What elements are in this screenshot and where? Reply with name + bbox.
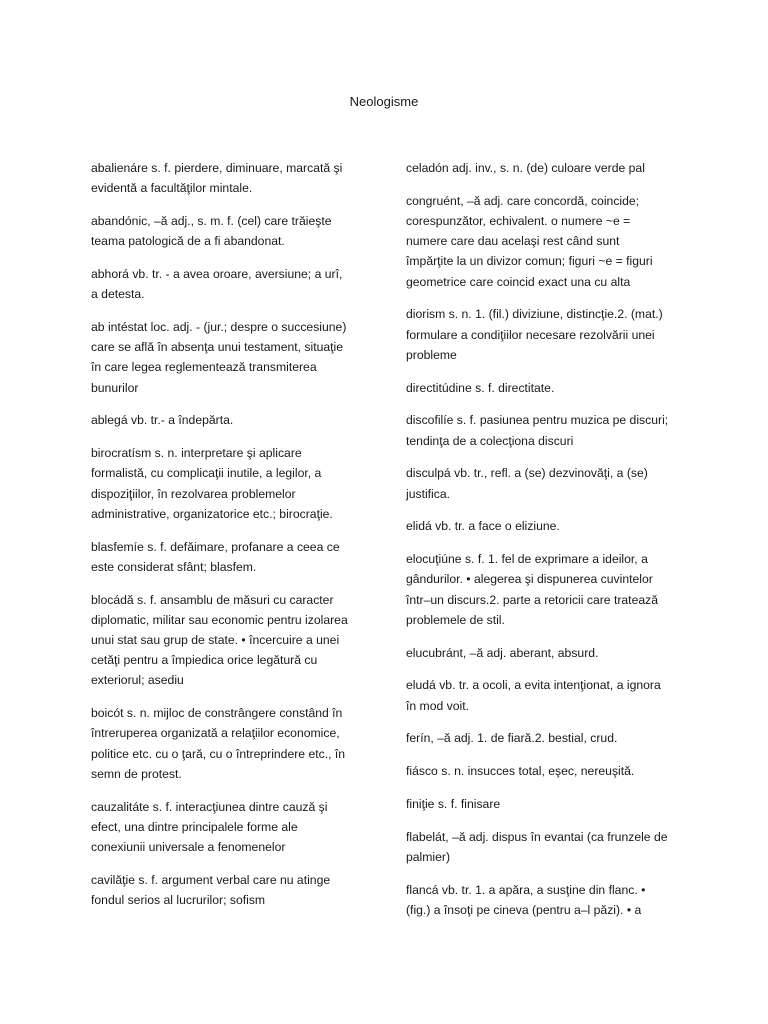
left-column [91, 158, 391, 923]
dictionary-entry: disculpá vb. tr., refl. a (se) dezvinovăţi, a (se) justifica. [406, 466, 648, 501]
dictionary-entry: blasfemíe s. f. defăimare, profanare a ceea ce este considerat sfânt; blasfem. [91, 539, 340, 574]
dictionary-entry: abhorá vb. tr. - a avea oroare, aversiune; a urî, a detesta. [91, 267, 343, 302]
dictionary-entry: cauzalitáte s. f. interacţiunea dintre cauză şi efect, una dintre principalele forme ale conexiunii universale a fenomenelor [91, 799, 328, 855]
dictionary-entry: ab intéstat loc. adj. - (jur.; despre o succesiune) care se află în absenţa unui testament, situaţie în care legea reglementează transmiterea bunurilor [91, 320, 347, 395]
dictionary-entry: abalienáre s. f. pierdere, diminuare, marcată şi evidentă a facultăţilor mintale. [91, 161, 343, 196]
dictionary-entry: discofilíe s. f. pasiunea pentru muzica pe discuri; tendinţa de a colecţiona discuri [406, 413, 669, 448]
page-title: Neologisme [349, 94, 419, 109]
dictionary-entry: blocádă s. f. ansamblu de măsuri cu caracter diplomatic, militar sau economic pentru izolarea unui stat sau grup de state. • încercuire a unei cetăţi pentru a împiedica orice legătură cu exteriorul; asediu [91, 592, 348, 688]
dictionary-entry: ablegá vb. tr.- a îndepărta. [91, 413, 234, 428]
dictionary-entry: eludá vb. tr. a ocoli, a evita intenţionat, a ignora în mod voit. [406, 678, 661, 713]
dictionary-entry: celadón adj. inv., s. n. (de) culoare verde pal [406, 161, 645, 175]
dictionary-entry: flabelát, –ă adj. dispus în evantai (ca frunzele de palmier) [406, 829, 668, 864]
right-column [406, 158, 678, 933]
dictionary-entry: abandónic, –ă adj., s. m. f. (cel) care trăieşte teama patologică de a fi abandonat. [91, 214, 332, 249]
dictionary-entry: directitúdine s. f. directitate. [406, 380, 555, 395]
dictionary-entry: elidá vb. tr. a face o eliziune. [406, 519, 560, 534]
dictionary-entry: congruént, –ă adj. care concordă, coincide; corespunzător, echivalent. o numere ~e = numere care dau acelaşi rest când sunt împărţite la un divizor comun; figuri ~e = figuri geometrice care coincid exact una cu alta [406, 193, 653, 289]
dictionary-entry: birocratísm s. n. interpretare şi aplicare formalistă, cu complicaţii inutile, a legilor, a dispoziţiilor, în rezolvarea problemelor administrative, organizatorice etc.; birocraţie. [91, 446, 333, 521]
dictionary-entry: finiţie s. f. finisare [406, 797, 501, 811]
dictionary-entry: cavilăţie s. f. argument verbal care nu atinge fondul serios al lucrurilor; sofism [91, 872, 331, 908]
dictionary-entry: fiásco s. n. insucces total, eşec, nereuşită. [406, 764, 635, 779]
dictionary-entry: boicót s. n. mijloc de constrângere constând în întreruperea organizată a relaţiilor economice, politice etc. cu o ţară, cu o întreprindere etc., în semn de protest. [91, 706, 346, 781]
dictionary-entry: ferín, –ă adj. 1. de fiară.2. bestial, crud. [406, 731, 618, 746]
dictionary-entry: elucubránt, –ă adj. aberant, absurd. [406, 645, 599, 660]
dictionary-entry: flancá vb. tr. 1. a apăra, a susţine din flanc. • (fig.) a însoţi pe cineva (pentru a–l păzi). • a [406, 882, 646, 917]
dictionary-entry: diorism s. n. 1. (fil.) diviziune, distincţie.2. (mat.) formulare a condiţiilor necesare rezolvării unei probleme [406, 307, 663, 362]
dictionary-entry: elocuţiúne s. f. 1. fel de exprimare a ideilor, a gândurilor. • alegerea şi dispunerea cuvintelor într–un discurs.2. parte a retoricii care tratează problemele de stil. [406, 552, 658, 627]
